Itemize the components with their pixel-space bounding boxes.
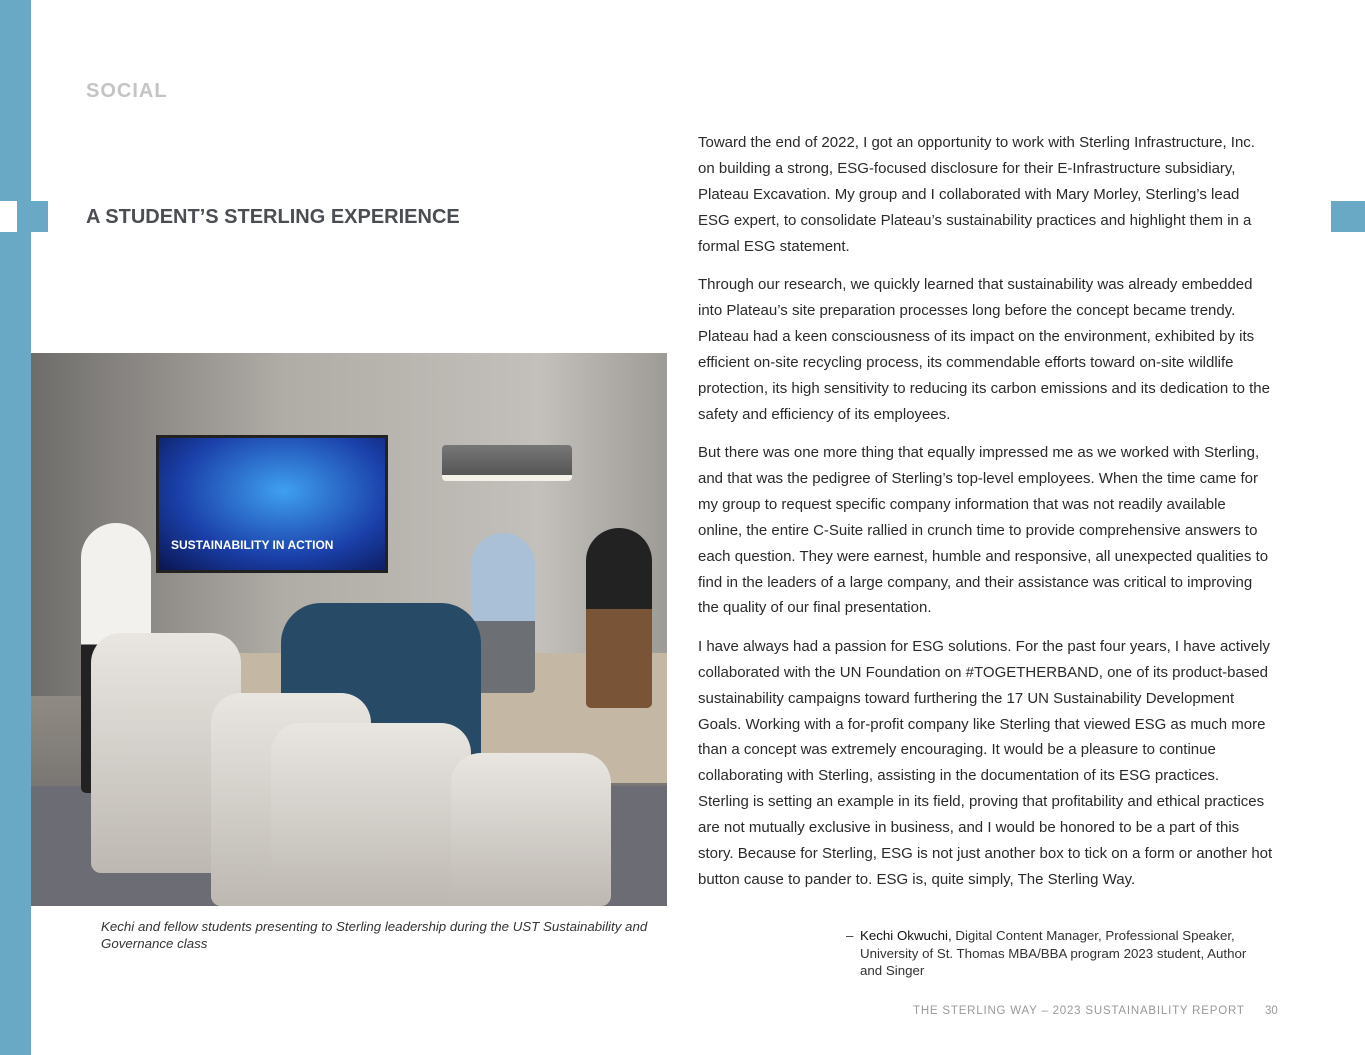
photo-chair	[271, 723, 471, 906]
photo-screen-text: SUSTAINABILITY IN ACTION	[171, 538, 334, 552]
attribution-dash: –	[846, 928, 854, 943]
page-number: 30	[1265, 1005, 1278, 1017]
photo-chair	[451, 753, 611, 906]
left-accent-notch	[0, 201, 17, 232]
paragraph: I have always had a passion for ESG solutions. For the past four years, I have actively collaborated with the UN Foundation on #TOGETHERBAND, one of its product-based sustainability campaigns toward furthering the 17 UN Sustainability Development Goals. Working with a for-profit company like Sterling that viewed ESG as much more than a concept was extremely encouraging. It would be a pleasure to continue collaborating with Sterling, assisting in the documentation of its ESG practices. Sterling is setting an example in its field, proving that profitability and ethical practices are not mutually exclusive in business, and I would be honored to be a part of this story. Because for Sterling, ESG is not just another box to tick on a form or another hot button cause to pander to. ESG is, quite simply, The Sterling Way.	[698, 637, 1273, 888]
left-accent-bar	[0, 0, 31, 1055]
article-title: A STUDENT’S STERLING EXPERIENCE	[86, 206, 460, 228]
photo-caption: Kechi and fellow students presenting to Sterling leadership during the UST Sustainability and Governance class	[101, 919, 648, 951]
article-body	[698, 130, 1273, 905]
footer-report-title: THE STERLING WAY – 2023 SUSTAINABILITY REPORT	[913, 1005, 1245, 1017]
photo-tv-screen	[156, 435, 388, 573]
paragraph: Through our research, we quickly learned that sustainability was already embedded into Plateau’s site preparation processes long before the concept became trendy. Plateau had a keen consciousness of its impact on the environment, exhibited by its efficient on-site recycling process, its commendable efforts toward on-site wildlife protection, its high sensitivity to reducing its carbon emissions and its dedication to the safety and efficiency of its employees.	[698, 276, 1270, 423]
attribution-role: Digital Content Manager, Professional Speaker, University of St. Thomas MBA/BBA program 2023 student, Author and Singer	[860, 928, 1247, 978]
paragraph: Toward the end of 2022, I got an opportunity to work with Sterling Infrastructure, Inc. on building a strong, ESG-focused disclosure for their E-Infrastructure subsidiary, Plateau Excavation. My group and I collaborated with Mary Morley, Sterling’s lead ESG expert, to consolidate Plateau’s sustainability practices and highlight them in a formal ESG statement.	[698, 134, 1255, 255]
photo-student-3	[586, 528, 652, 708]
section-label: SOCIAL	[86, 80, 168, 102]
paragraph: But there was one more thing that equally impressed me as we worked with Sterling, and that was the pedigree of Sterling’s top-level employees. When the time came for my group to request specific company information that was not readily available online, the entire C-Suite rallied in crunch time to provide comprehensive answers to each question. They were earnest, humble and responsive, all unexpected qualities to find in the leaders of a large company, and their assistance was critical to improving the quality of our final presentation.	[698, 443, 1269, 617]
right-accent-tab	[1331, 201, 1365, 232]
photo-lamp	[442, 445, 572, 481]
attribution	[846, 927, 1266, 980]
attribution-name: Kechi Okwuchi,	[860, 928, 952, 943]
presentation-photo	[31, 353, 667, 906]
